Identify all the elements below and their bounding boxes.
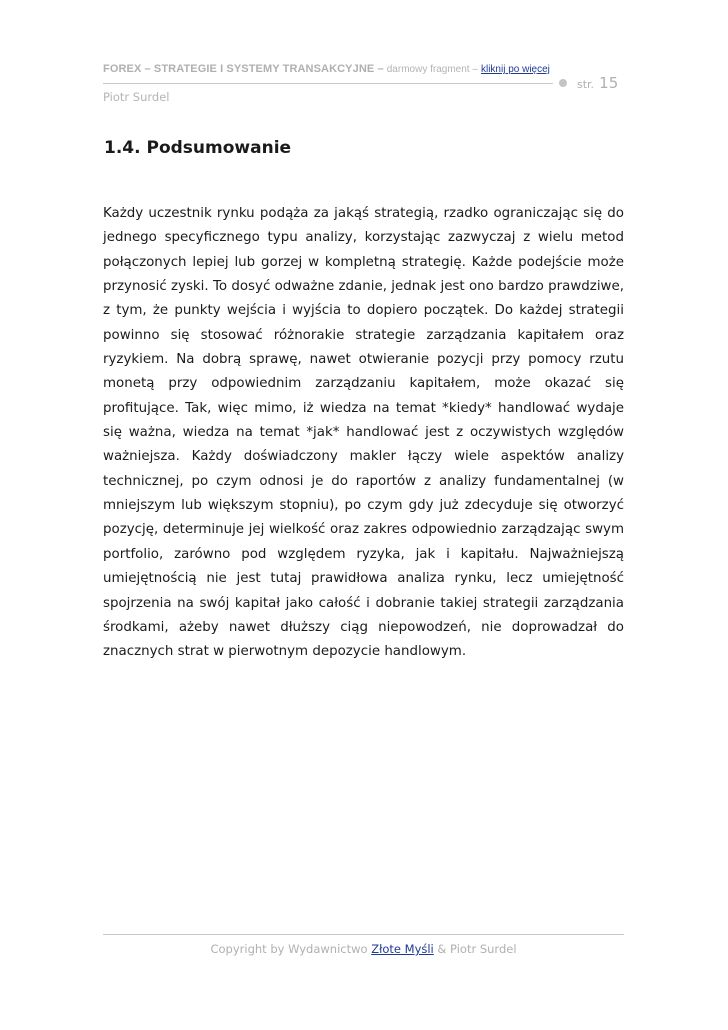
header-divider — [103, 83, 553, 84]
page-number — [577, 73, 618, 92]
fragment-label: darmowy fragment – — [386, 64, 478, 75]
page-header — [103, 62, 623, 112]
bullet-dot-icon — [559, 79, 567, 87]
page-number-prefix: str. — [577, 78, 595, 91]
copyright-suffix: & Piotr Surdel — [437, 942, 517, 956]
book-title: FOREX – STRATEGIE I SYSTEMY TRANSAKCYJNE – — [103, 63, 384, 75]
copyright-prefix: Copyright by Wydawnictwo — [210, 942, 368, 956]
header-title-line — [103, 62, 550, 77]
section-heading: 1.4. Podsumowanie — [104, 138, 292, 158]
author-name: Piotr Surdel — [103, 90, 170, 104]
footer-divider — [103, 934, 624, 935]
page-number-value: 15 — [599, 74, 619, 92]
page-footer — [103, 942, 624, 956]
more-link[interactable]: kliknij po więcej — [480, 64, 550, 75]
publisher-link[interactable]: Złote Myśli — [371, 942, 434, 956]
body-paragraph: Każdy uczestnik rynku podąża za jakąś strategią, rzadko ograniczając się do jednego specyficznego typu analizy, korzystając zazwyczaj z wielu metod połączonych lepiej lub gorzej w kompletną strategię. Każde podejście może przynosić zyski. To dosyć odważne zdanie, jednak jest ono bardzo prawdziwe, z tym, że punkty wejścia i wyjścia to dopiero początek. Do każdej strategii powinno się stosować różnorakie strategie zarządzania kapitałem oraz ryzykiem. Na dobrą sprawę, nawet otwieranie pozycji przy pomocy rzutu monetą przy odpowiednim zarządzaniu kapitałem, może okazać się profitujące. Tak, więc mimo, iż wiedza na temat *kiedy* handlować wydaje się ważna, wiedza na temat *jak* handlować jest z oczywistych względów ważniejsza. Każdy doświadczony makler łączy wiele aspektów analizy technicznej, po czym odnosi je do raportów z analizy fundamentalnej (w mniejszym lub większym stopniu), po czym gdy już zdecyduje się otworzyć pozycję, determinuje jej wielkość oraz zakres odpowiednio zarządzając swym portfolio, zarówno pod względem ryzyka, jak i kapitału. Najważniejszą umiejętnością nie jest tutaj prawidłowa analiza rynku, lecz umiejętność spojrzenia na swój kapitał jako całość i dobranie takiej strategii zarządzania środkami, ażeby nawet dłuższy ciąg niepowodzeń, nie doprowadzał do znacznych strat w pierwotnym depozycie handlowym. — [103, 206, 624, 660]
